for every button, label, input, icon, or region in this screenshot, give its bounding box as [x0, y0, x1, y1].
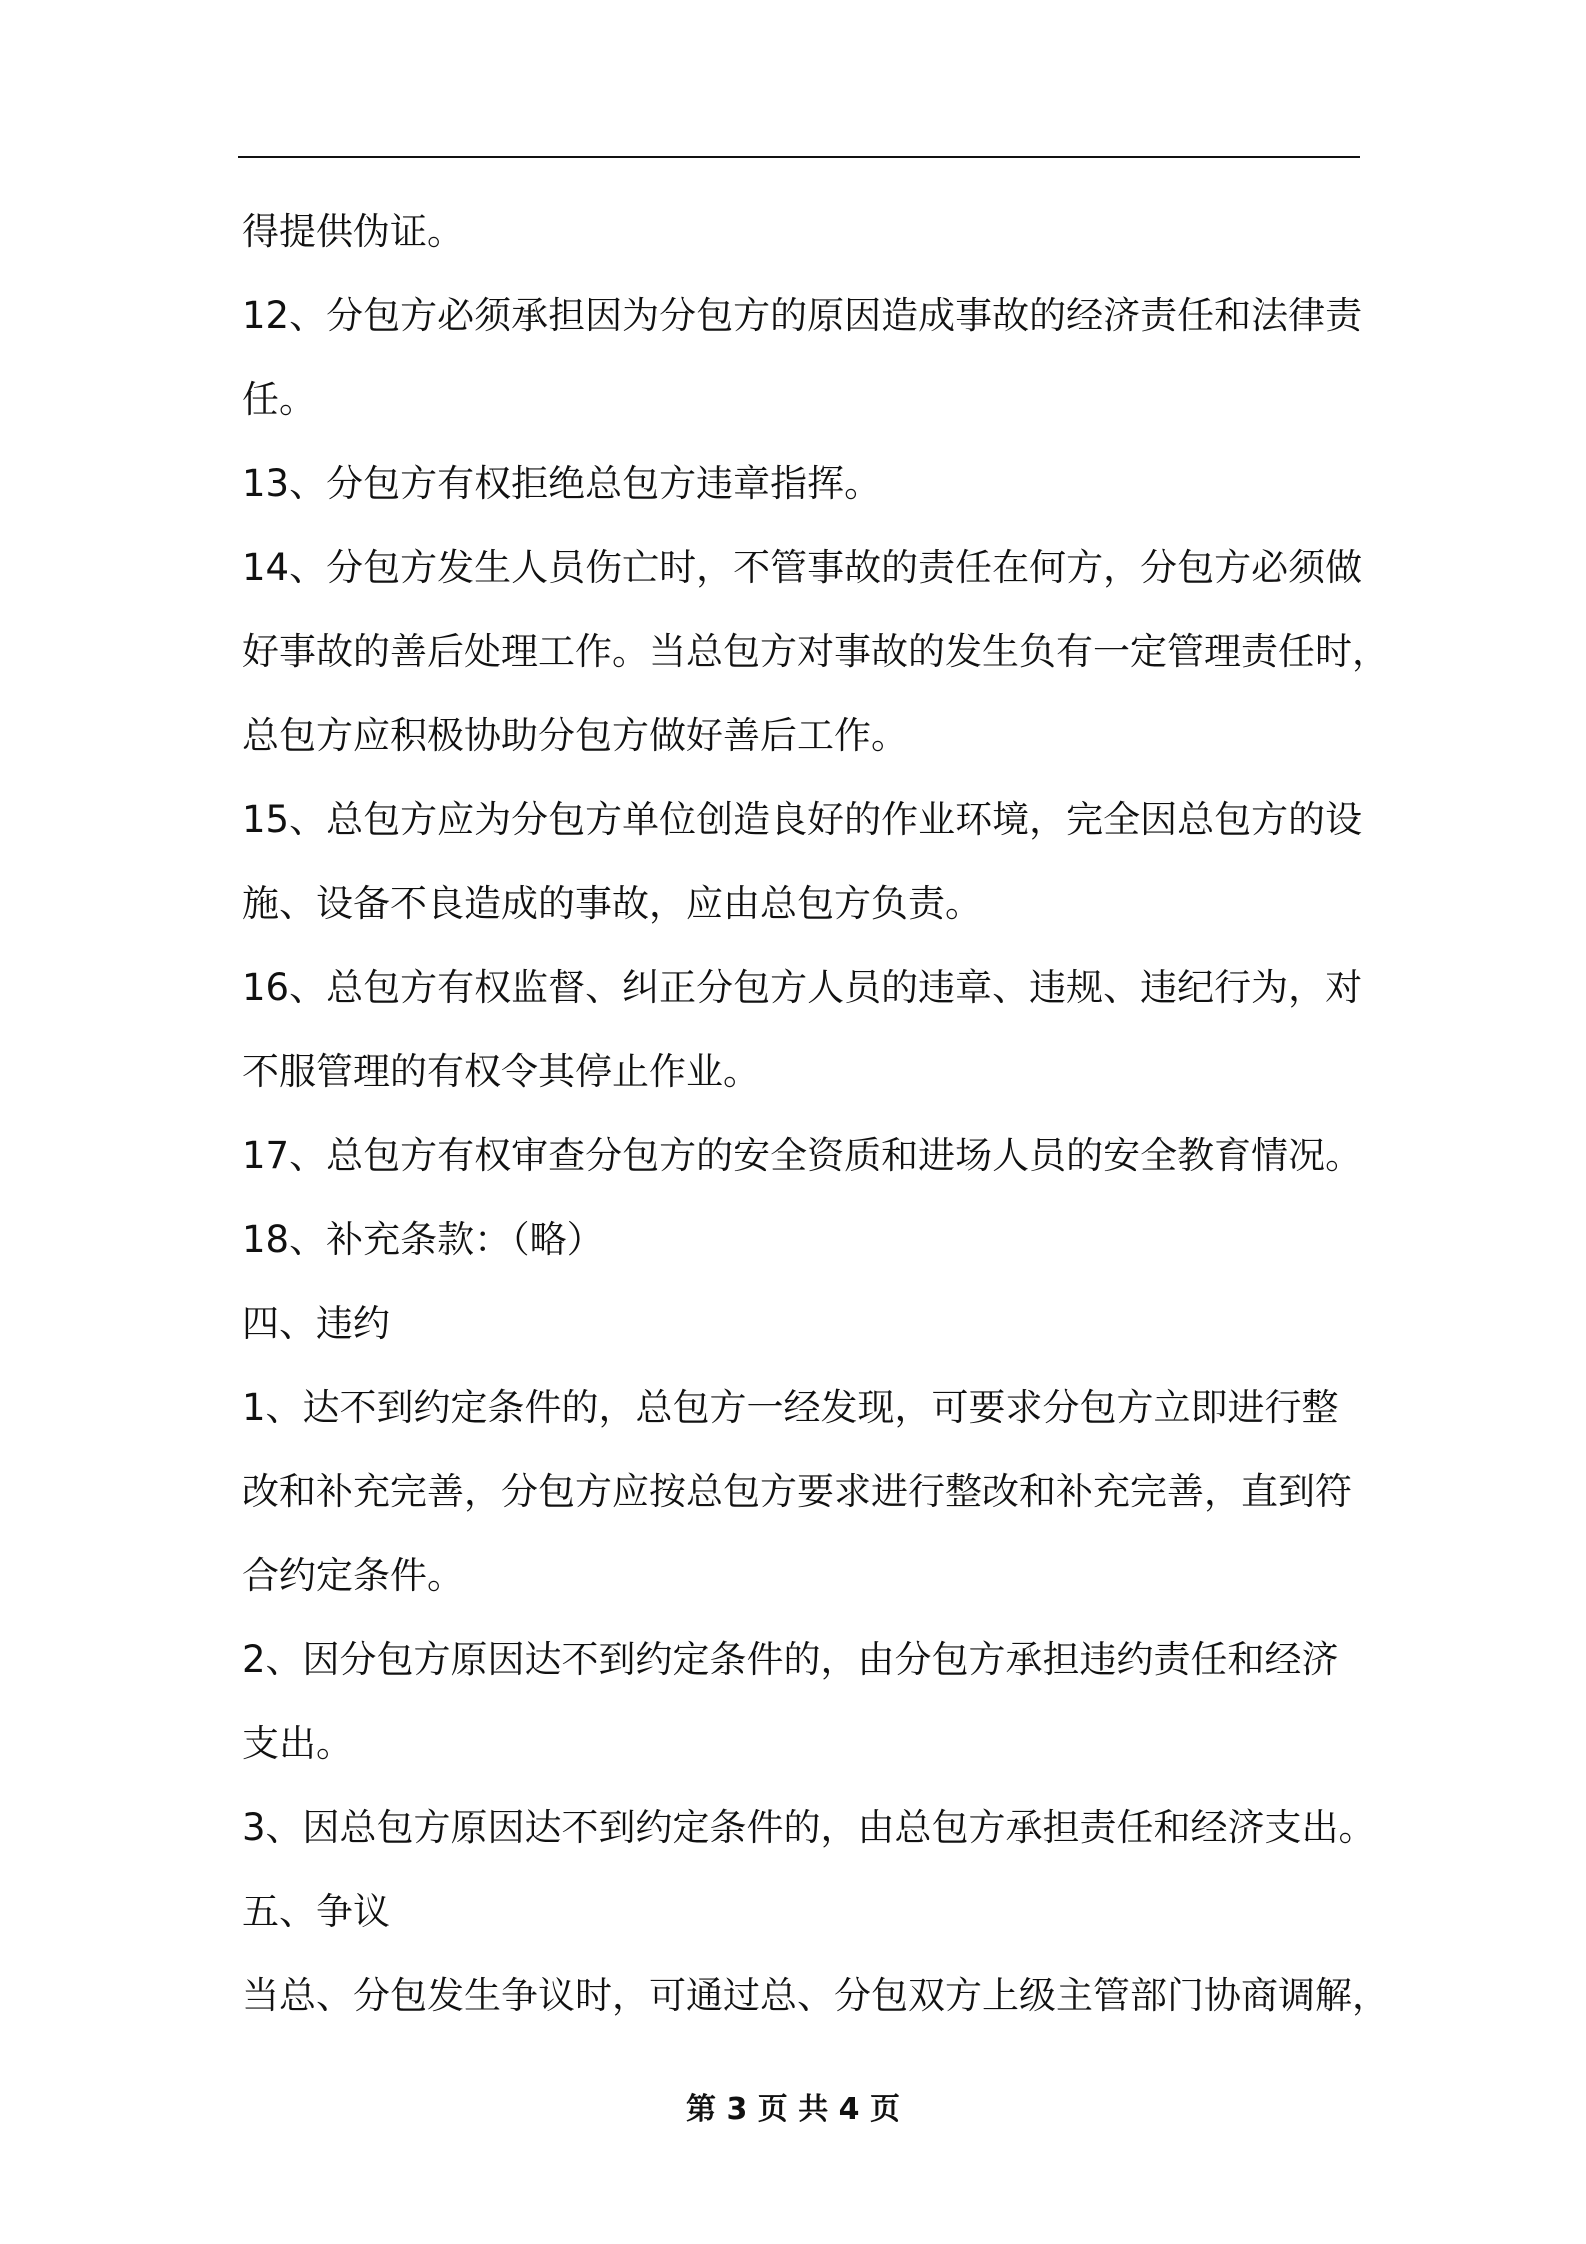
- text-line: 17、总包方有权审查分包方的安全资质和进场人员的安全教育情况。: [242, 1134, 1363, 1177]
- text-line: 15、总包方应为分包方单位创造良好的作业环境，完全因总包方的设: [242, 798, 1363, 841]
- text-line: 不服管理的有权令其停止作业。: [242, 1050, 760, 1093]
- text-line: 12、分包方必须承担因为分包方的原因造成事故的经济责任和法律责: [242, 294, 1363, 337]
- text-line: 2、因分包方原因达不到约定条件的，由分包方承担违约责任和经济: [242, 1638, 1339, 1681]
- text-line: 任。: [242, 378, 316, 421]
- text-line: 当总、分包发生争议时，可通过总、分包双方上级主管部门协商调解，: [242, 1974, 1389, 2017]
- text-line: 总包方应积极协助分包方做好善后工作。: [242, 714, 908, 757]
- text-line: 合约定条件。: [242, 1554, 464, 1597]
- text-line: 1、达不到约定条件的，总包方一经发现，可要求分包方立即进行整: [242, 1386, 1339, 1429]
- header-rule: [238, 156, 1360, 158]
- text-line: 13、分包方有权拒绝总包方违章指挥。: [242, 462, 882, 505]
- text-line: 支出。: [242, 1722, 353, 1765]
- text-line: 3、因总包方原因达不到约定条件的，由总包方承担责任和经济支出。: [242, 1806, 1376, 1849]
- section-heading: 四、违约: [242, 1302, 390, 1345]
- text-line: 好事故的善后处理工作。当总包方对事故的发生负有一定管理责任时，: [242, 630, 1389, 673]
- text-line: 得提供伪证。: [242, 210, 464, 253]
- text-line: 18、补充条款：（略）: [242, 1218, 604, 1261]
- text-line: 16、总包方有权监督、纠正分包方人员的违章、违规、违纪行为，对: [242, 966, 1363, 1009]
- document-body: [242, 190, 1389, 2038]
- text-line: 14、分包方发生人员伤亡时，不管事故的责任在何方，分包方必须做: [242, 546, 1363, 589]
- section-heading: 五、争议: [242, 1890, 390, 1933]
- text-line: 改和补充完善，分包方应按总包方要求进行整改和补充完善，直到符: [242, 1470, 1352, 1513]
- text-line: 施、设备不良造成的事故，应由总包方负责。: [242, 882, 982, 925]
- page-number-footer: 第 3 页 共 4 页: [686, 2092, 900, 2127]
